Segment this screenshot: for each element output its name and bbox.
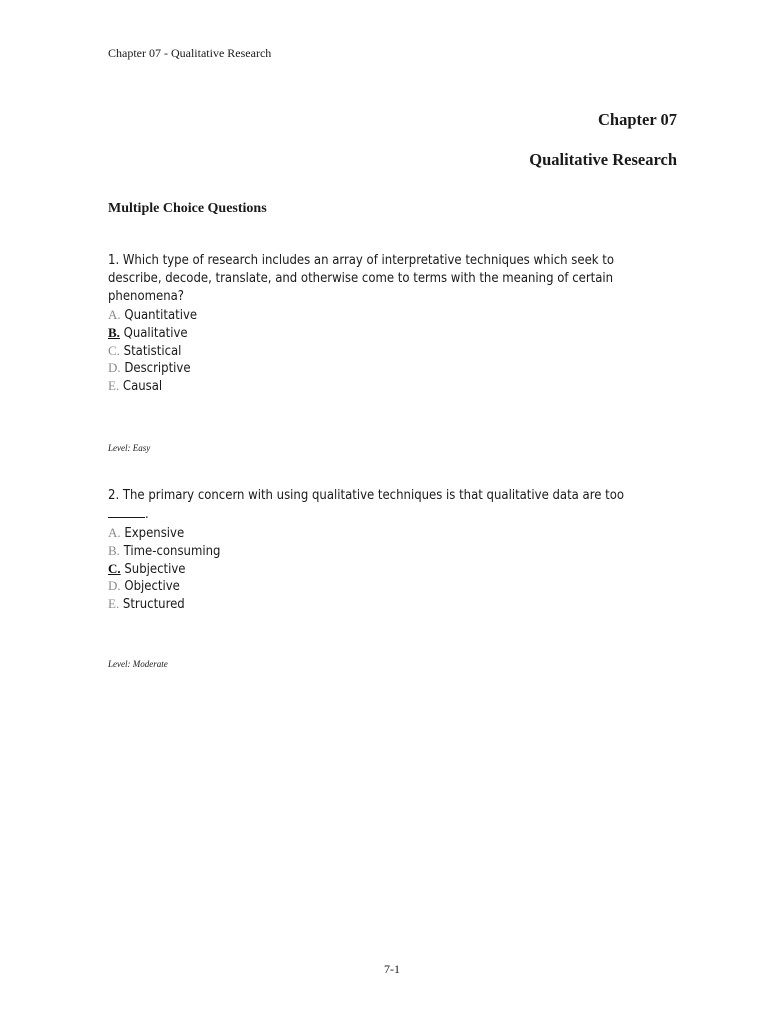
option-letter: E. [108, 378, 120, 394]
option-text: Descriptive [124, 361, 191, 377]
option-e [108, 377, 648, 395]
answer-options [108, 306, 648, 395]
option-letter: A. [108, 307, 121, 322]
question-1 [108, 252, 648, 395]
question-stem: 1. Which type of research includes an array of interpretative techniques which seek to describe, decode, translate, and otherwise come to terms with the meaning of certain phenomena? [108, 253, 614, 304]
answer-options [108, 524, 648, 613]
page-number: 7-1 [384, 962, 400, 976]
option-text: Structured [122, 597, 185, 613]
option-letter-correct: B. [108, 324, 120, 340]
option-a [108, 306, 648, 324]
option-letter: D. [108, 578, 121, 594]
option-letter: B. [108, 542, 120, 558]
option-text: Qualitative [123, 325, 188, 341]
difficulty-level: Level: Moderate [108, 659, 168, 669]
fill-in-blank [108, 505, 145, 518]
option-letter: D. [108, 360, 121, 376]
option-text: Quantitative [124, 308, 198, 323]
option-e [108, 595, 648, 613]
option-d [108, 359, 648, 377]
section-title: Multiple Choice Questions [108, 201, 267, 216]
option-text: Time-consuming [123, 543, 221, 559]
chapter-number: Chapter 07 [598, 110, 677, 129]
option-letter: A. [108, 525, 121, 540]
option-text: Objective [124, 579, 180, 595]
running-header: Chapter 07 - Qualitative Research [108, 46, 272, 60]
chapter-title: Qualitative Research [529, 150, 677, 169]
option-b [108, 542, 648, 560]
option-text: Statistical [123, 343, 182, 359]
question-stem [108, 487, 648, 524]
option-c [108, 342, 648, 360]
option-text: Causal [122, 379, 163, 395]
option-text: Expensive [124, 526, 185, 541]
option-text: Subjective [124, 561, 186, 577]
question-stem-end: . [145, 507, 149, 522]
question-stem-text: 2. The primary concern with using qualitative techniques is that qualitative data are too [108, 488, 625, 503]
option-b [108, 324, 648, 342]
question-2 [108, 487, 648, 613]
option-c [108, 560, 648, 578]
option-d [108, 577, 648, 595]
option-a [108, 524, 648, 542]
option-letter: C. [108, 342, 120, 358]
difficulty-level: Level: Easy [108, 443, 151, 453]
option-letter: E. [108, 596, 120, 612]
option-letter-correct: C. [108, 560, 121, 576]
